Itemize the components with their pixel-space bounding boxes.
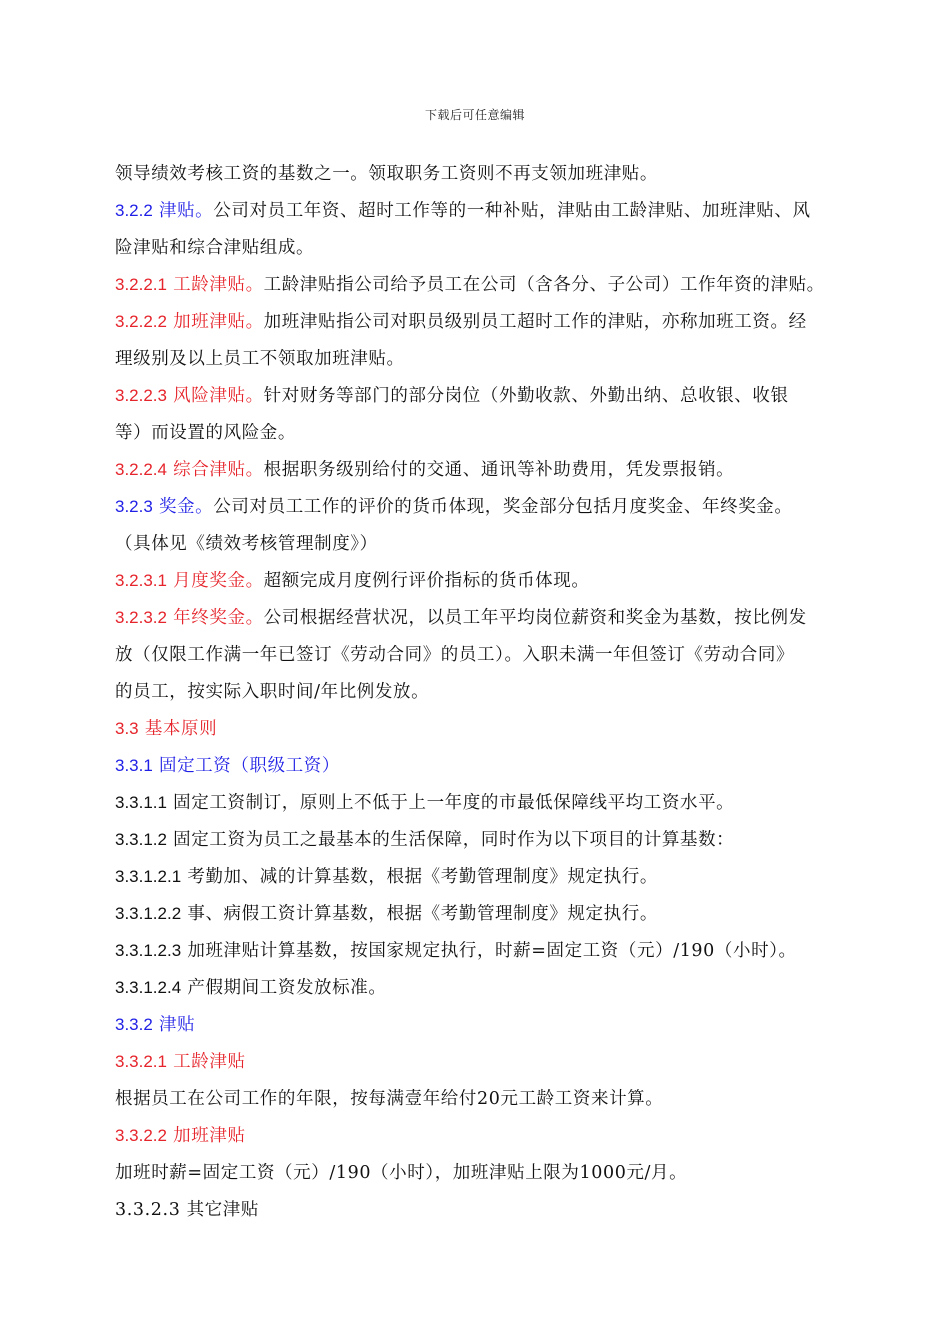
section-number: 3.3.2.1 xyxy=(115,1052,167,1071)
section-number: 3.2.3.1 xyxy=(115,571,167,590)
section-number: 3.3.2 xyxy=(115,1015,153,1034)
section-number: 3.2.2.1 xyxy=(115,275,167,294)
document-line xyxy=(115,937,863,974)
section-heading: 加班津贴 xyxy=(173,1126,246,1146)
document-line xyxy=(115,419,863,456)
section-heading: 津贴。 xyxy=(158,201,214,221)
section-number: 3.3.1 xyxy=(115,756,153,775)
section-number: 3.3.1.2.3 xyxy=(115,941,182,960)
page-header: 下载后可任意编辑 xyxy=(424,108,525,122)
section-heading: 基本原则 xyxy=(144,719,218,739)
document-line xyxy=(115,1159,863,1196)
document-line xyxy=(115,308,863,345)
section-number: 3.2.3.2 xyxy=(115,608,167,627)
document-line xyxy=(115,789,863,826)
document-line xyxy=(115,567,863,604)
body-text: 考勤加、减的计算基数，根据《考勤管理制度》规定执行。 xyxy=(187,867,658,887)
section-heading: 津贴 xyxy=(158,1015,196,1035)
body-text: （具体见《绩效考核管理制度》） xyxy=(115,534,378,554)
body-text: 根据员工在公司工作的年限，按每满壹年给付20元工龄工资来计算。 xyxy=(115,1089,664,1109)
document-line xyxy=(115,1011,863,1048)
document-line xyxy=(115,1122,863,1159)
document-line xyxy=(115,197,863,234)
document-line xyxy=(115,382,863,419)
section-heading: 加班津贴。 xyxy=(173,312,264,332)
document-line xyxy=(115,1196,863,1233)
document-line xyxy=(115,641,863,678)
body-text: 根据职务级别给付的交通、通讯等补助费用，凭发票报销。 xyxy=(263,460,735,480)
section-number: 3.3.2.2 xyxy=(115,1126,167,1145)
section-number: 3.3.1.2.4 xyxy=(115,978,182,997)
document-line xyxy=(115,160,863,197)
section-heading: 综合津贴。 xyxy=(173,460,264,480)
section-number: 3.2.2.3 xyxy=(115,386,167,405)
section-number: 3.3.1.2 xyxy=(115,830,167,849)
body-text: 3.3.2.3 其它津贴 xyxy=(115,1200,259,1220)
body-text: 理级别及以上员工不领取加班津贴。 xyxy=(115,349,405,369)
document-line xyxy=(115,456,863,493)
section-heading: 固定工资（职级工资） xyxy=(158,756,340,776)
section-number: 3.3.1.1 xyxy=(115,793,167,812)
body-text: 针对财务等部门的部分岗位（外勤收款、外勤出纳、总收银、收银 xyxy=(263,386,789,406)
body-text: 领导绩效考核工资的基数之一。领取职务工资则不再支领加班津贴。 xyxy=(115,164,658,184)
body-text: 的员工，按实际入职时间/年比例发放。 xyxy=(115,682,430,702)
body-text: 公司对员工年资、超时工作等的一种补贴，津贴由工龄津贴、加班津贴、风 xyxy=(213,201,811,221)
body-text: 超额完成月度例行评价指标的货币体现。 xyxy=(263,571,590,591)
document-line xyxy=(115,604,863,641)
body-text: 放（仅限工作满一年已签订《劳动合同》的员工）。入职未满一年但签订《劳动合同》 xyxy=(115,645,795,665)
section-number: 3.2.3 xyxy=(115,497,153,516)
section-number: 3.3.1.2.1 xyxy=(115,867,182,886)
section-heading: 月度奖金。 xyxy=(173,571,264,591)
section-heading: 工龄津贴 xyxy=(173,1052,246,1072)
document-line xyxy=(115,863,863,900)
document-line xyxy=(115,493,863,530)
body-text: 加班津贴计算基数，按国家规定执行，时薪=固定工资（元）/190（小时）。 xyxy=(187,941,797,961)
body-text: 固定工资为员工之最基本的生活保障，同时作为以下项目的计算基数： xyxy=(173,830,735,850)
section-heading: 风险津贴。 xyxy=(173,386,264,406)
section-heading: 工龄津贴。 xyxy=(173,275,264,295)
section-number: 3.3.1.2.2 xyxy=(115,904,182,923)
document-line xyxy=(115,678,863,715)
section-heading: 奖金。 xyxy=(158,497,214,517)
document-line xyxy=(115,1085,863,1122)
document-line xyxy=(115,826,863,863)
document-body xyxy=(115,160,863,1233)
document-line xyxy=(115,1048,863,1085)
section-number: 3.2.2.4 xyxy=(115,460,167,479)
body-text: 事、病假工资计算基数，根据《考勤管理制度》规定执行。 xyxy=(187,904,658,924)
document-line xyxy=(115,345,863,382)
document-line xyxy=(115,974,863,1011)
document-line xyxy=(115,530,863,567)
body-text: 等）而设置的风险金。 xyxy=(115,423,296,443)
body-text: 加班时薪=固定工资（元）/190（小时），加班津贴上限为1000元/月。 xyxy=(115,1163,688,1183)
body-text: 固定工资制订，原则上不低于上一年度的市最低保障线平均工资水平。 xyxy=(173,793,735,813)
document-line xyxy=(115,900,863,937)
body-text: 公司根据经营状况，以员工年平均岗位薪资和奖金为基数，按比例发 xyxy=(263,608,807,628)
body-text: 公司对员工工作的评价的货币体现，奖金部分包括月度奖金、年终奖金。 xyxy=(213,497,793,517)
section-number: 3.2.2 xyxy=(115,201,153,220)
document-line xyxy=(115,715,863,752)
section-number: 3.3 xyxy=(115,719,139,738)
body-text: 加班津贴指公司对职员级别员工超时工作的津贴，亦称加班工资。经 xyxy=(263,312,807,332)
body-text: 险津贴和综合津贴组成。 xyxy=(115,238,315,258)
document-line xyxy=(115,752,863,789)
document-line xyxy=(115,234,863,271)
body-text: 产假期间工资发放标准。 xyxy=(187,978,387,998)
section-heading: 年终奖金。 xyxy=(173,608,264,628)
document-line xyxy=(115,271,863,308)
section-number: 3.2.2.2 xyxy=(115,312,167,331)
body-text: 工龄津贴指公司给予员工在公司（含各分、子公司）工作年资的津贴。 xyxy=(263,275,825,295)
